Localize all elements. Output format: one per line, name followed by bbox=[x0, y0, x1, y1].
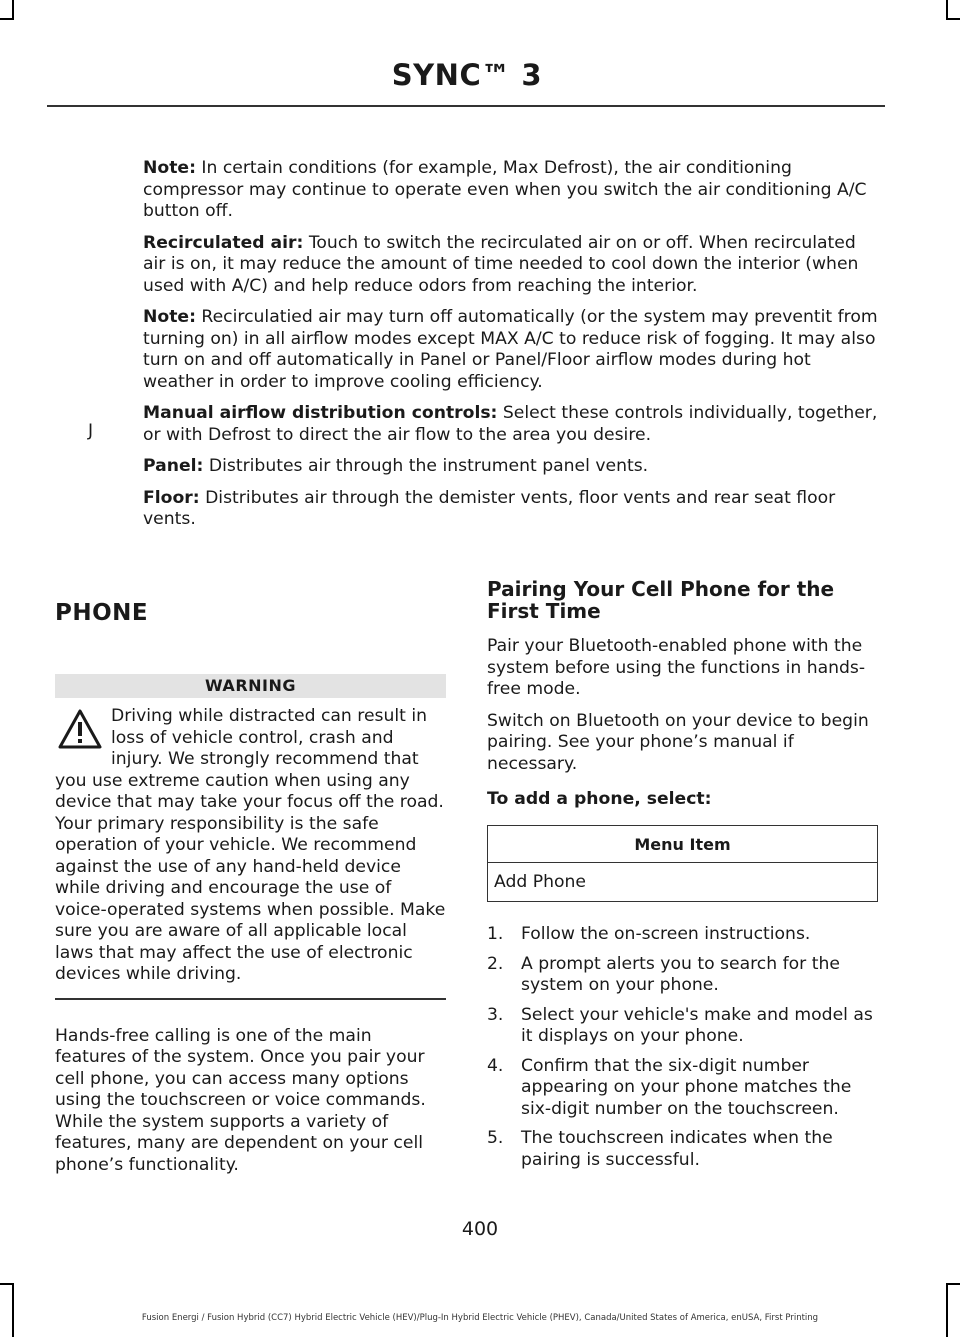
crop-mark bbox=[12, 1283, 14, 1337]
crop-mark bbox=[0, 18, 14, 20]
page-title: SYNC™ 3 bbox=[391, 58, 542, 92]
floor-mode: Floor: Distributes air through the demister vents, floor vents and rear seat floor vents. bbox=[143, 487, 836, 529]
crop-mark bbox=[946, 18, 960, 20]
row-letter: J bbox=[88, 421, 94, 441]
list-item: 2. A prompt alerts you to search for the system on your phone. bbox=[487, 953, 840, 995]
list-item: 3. Select your vehicle's make and model as it displays on your phone. bbox=[487, 1004, 873, 1046]
list-item: 4. Confirm that the six-digit number appearing on your phone matches the six-digit number on the touchscreen. bbox=[487, 1055, 852, 1119]
pairing-section bbox=[487, 578, 878, 1179]
crop-mark bbox=[946, 1283, 948, 1337]
menu-table-cell: Add Phone bbox=[488, 863, 878, 902]
climate-continued-section bbox=[143, 158, 878, 541]
section-title-phone: PHONE bbox=[55, 600, 149, 626]
header-divider bbox=[47, 105, 885, 107]
note-recirculated: Note: Recirculatied air may turn off automatically (or the system may preventit from turning on) in all airflow modes except MAX A/C to reduce risk of fogging. It may also turn on and off automatically in Panel or Panel/Floor airflow modes during hot weather in order to improve cooling efficiency. bbox=[143, 307, 878, 392]
add-phone-lead: To add a phone, select: bbox=[487, 789, 712, 809]
warning-box bbox=[55, 706, 446, 986]
phone-intro: Hands-free calling is one of the main features of the system. Once you pair your cell phone, you can access many options using the touchscreen or voice commands. While the system supports a variety of features, many are dependent on your cell phone’s functionality. bbox=[55, 1025, 426, 1175]
pairing-title: Pairing Your Cell Phone for the First Time bbox=[487, 577, 835, 623]
warning-text: Driving while distracted can result in loss of vehicle control, crash and injury. We strongly recommend that you use extreme caution when using any device that may take your focus off the road. Your primary responsibility is the safe operation of your vehicle. We recommend against the use of any hand-held device while driving and encourage the use of voice-operated systems when possible. Make sure you are aware of all applicable local laws that may affect the use of electronic devices while driving. bbox=[55, 706, 446, 984]
note-ac: Note: In certain conditions (for example, Max Defrost), the air conditioning compressor may continue to operate even when you switch the air conditioning A/C button off. bbox=[143, 158, 867, 221]
manual-airflow: Manual airflow distribution controls: Select these controls individually, together, or with Defrost to direct the air flow to the area you desire. bbox=[143, 403, 878, 445]
menu-table-header: Menu Item bbox=[488, 826, 878, 863]
crop-mark bbox=[0, 1283, 14, 1285]
pairing-steps bbox=[487, 924, 878, 1171]
crop-mark bbox=[946, 0, 948, 20]
list-item: 5. The touchscreen indicates when the pairing is successful. bbox=[487, 1128, 833, 1170]
warning-header: WARNING bbox=[55, 674, 446, 698]
crop-mark bbox=[12, 0, 14, 20]
footer-text: Fusion Energi / Fusion Hybrid (CC7) Hybrid Electric Vehicle (HEV)/Plug-In Hybrid Electric Vehicle (PHEV), Canada/United States of America, enUSA, First Printing bbox=[141, 1313, 819, 1323]
list-item: 1. Follow the on-screen instructions. bbox=[487, 924, 811, 944]
menu-table bbox=[487, 825, 878, 902]
warning-divider bbox=[55, 998, 446, 1000]
panel-mode: Panel: Distributes air through the instrument panel vents. bbox=[143, 456, 649, 476]
pairing-intro: Pair your Bluetooth-enabled phone with the system before using the functions in hands-free mode. bbox=[487, 636, 866, 699]
phone-section bbox=[55, 600, 446, 1186]
page-number: 400 bbox=[461, 1218, 499, 1240]
pairing-bluetooth: Switch on Bluetooth on your device to begin pairing. See your phone’s manual if necessary. bbox=[487, 710, 869, 774]
warning-triangle-icon bbox=[57, 708, 103, 750]
crop-mark bbox=[946, 1283, 960, 1285]
recirculated-air: Recirculated air: Touch to switch the recirculated air on or off. When recirculated air is on, it may reduce the amount of time needed to cool down the interior (when used with A/C) and help reduce odors from reaching the interior. bbox=[143, 232, 859, 296]
